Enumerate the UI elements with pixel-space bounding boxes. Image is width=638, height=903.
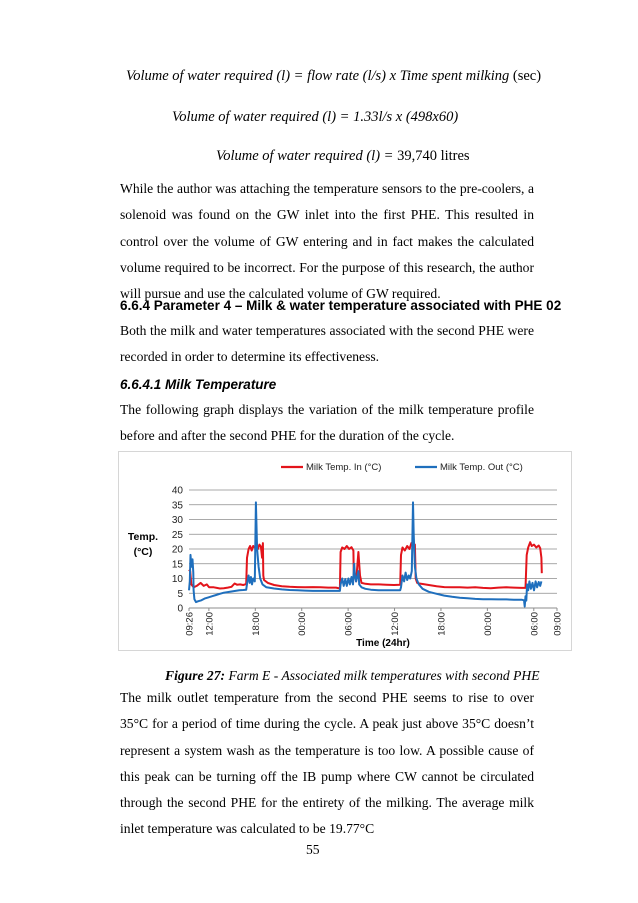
- y-tick-label: 0: [177, 603, 183, 615]
- y-tick-label: 20: [171, 544, 183, 556]
- x-tick-label: 00:00: [482, 612, 494, 636]
- equation-3-text: Volume of water required (l) =: [216, 148, 394, 164]
- temperature-chart: [119, 452, 571, 650]
- legend: [281, 462, 523, 473]
- equation-1-unit: (sec): [512, 68, 542, 84]
- figure-label: Figure 27:: [165, 668, 226, 683]
- x-tick-label: 12:00: [390, 612, 402, 636]
- y-axis-label: Temp.: [127, 531, 159, 543]
- x-tick-label: 18:00: [436, 612, 448, 636]
- y-axis-label-unit: (°C): [133, 546, 153, 558]
- paragraph-recorded: Both the milk and water temperatures associated with the second PHE were recorded in order to determine its effectiveness.: [120, 323, 534, 365]
- equation-1-text: Volume of water required (l) = flow rate (l/s) x Time spent milking: [126, 68, 510, 84]
- legend-label-in: Milk Temp. In (°C): [306, 462, 382, 473]
- x-tick-label: 12:00: [204, 612, 216, 636]
- equation-3: [216, 148, 470, 165]
- paragraph-graph-intro: The following graph displays the variation of the milk temperature profile before and after the second PHE for the duration of the cycle.: [120, 402, 534, 444]
- paragraph-analysis: The milk outlet temperature from the second PHE seems to rise to over 35°C for a period of time during the cycle. A peak just above 35°C doesn’t represent a system wash as the temperature is too low. A possible cause of this peak can be turning off the IB pump where CW cannot be circulated through the second PHE for the entirety of the milking. The average milk inlet temperature was calculated to be 19.77°C: [120, 690, 534, 837]
- axis-layer: [172, 486, 564, 636]
- y-tick-label: 5: [177, 588, 183, 600]
- series-line-out: [189, 502, 541, 606]
- equation-2-text: Volume of water required (l) = 1.33l/s x (498x60): [172, 109, 459, 125]
- x-tick-label: 09:00: [552, 612, 564, 636]
- equation-2: [172, 109, 458, 126]
- section-heading-6-6-4: 6.6.4 Parameter 4 – Milk & water temperature associated with PHE 02: [120, 298, 562, 313]
- y-tick-label: 15: [171, 559, 183, 571]
- x-tick-label: 18:00: [250, 612, 262, 636]
- equation-3-value: 39,740 litres: [397, 148, 470, 164]
- series-layer: [189, 502, 542, 606]
- x-axis-label: Time (24hr): [356, 638, 410, 649]
- x-tick-label: 06:00: [343, 612, 355, 636]
- equation-1: [126, 68, 541, 85]
- page-number: 55: [306, 842, 320, 857]
- section-heading-6-6-4-1-text: 6.6.4.1 Milk Temperature: [120, 377, 277, 392]
- y-tick-label: 10: [171, 574, 183, 585]
- paragraph-solenoid: While the author was attaching the temperature sensors to the pre-coolers, a solenoid was found on the GW inlet into the first PHE. This resulted in control over the volume of GW entering and in fact makes the calculated volume required to be incorrect. For the purpose of this research, the author will pursue and use the calculated volume of GW required.: [120, 181, 534, 302]
- x-tick-label: 06:00: [529, 612, 541, 636]
- section-heading-6-6-4-1: [120, 377, 276, 392]
- x-tick-label: 09:26: [184, 612, 196, 636]
- y-tick-label: 40: [171, 485, 183, 497]
- chart-container: [118, 451, 572, 651]
- y-tick-label: 35: [171, 500, 183, 512]
- figure-caption-text: Farm E - Associated milk temperatures with second PHE: [228, 668, 540, 683]
- figure-caption: [165, 668, 540, 684]
- x-tick-label: 00:00: [297, 612, 309, 636]
- y-tick-label: 25: [171, 529, 183, 541]
- y-tick-label: 30: [171, 515, 183, 526]
- legend-label-out: Milk Temp. Out (°C): [440, 462, 523, 473]
